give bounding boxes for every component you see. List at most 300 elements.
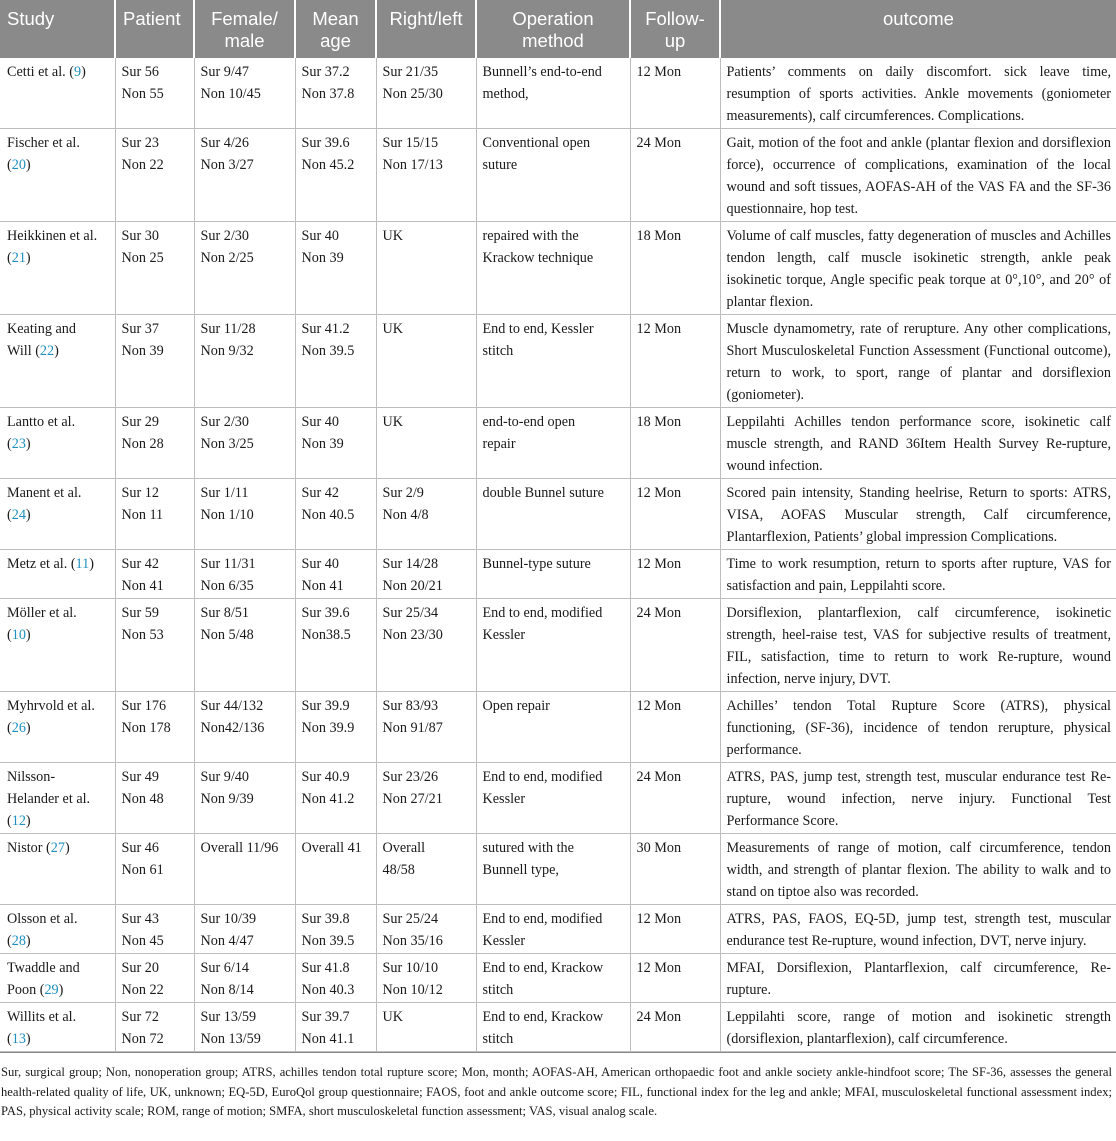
cell-operation-method xyxy=(476,905,630,954)
table-footnote: Sur, surgical group; Non, nonoperation group; ATRS, achilles tendon total rupture score; Mon, month; AOFAS-AH, American orthopaedic foot and ankle society ankle-hindfoot score; The SF-36, assesses the general health-related quality of life, UK, unknown; EQ-5D, EuroQol group questionnaire; FAOS, foot and ankle outcome score; FIL, functional index for the leg and ankle; MFAI, musculoskeletal functional assessment index; PAS, physical activity scale; ROM, range of motion; SMFA, short musculoskeletal function assessment; VAS, visual analog scale. xyxy=(0,1052,1116,1122)
cell-operation-method xyxy=(476,479,630,550)
operation-method-value: Bunnel-type suture xyxy=(482,556,591,572)
right-left-value: Non 20/21 xyxy=(382,578,443,594)
study-line xyxy=(7,247,109,269)
cell-study xyxy=(0,763,115,834)
cell-operation-method xyxy=(476,315,630,408)
cell-outcome: Patients’ comments on daily discomfort. sick leave time, resumption of sports activities. Ankle movements (goniometer measurements), calf circumferences. Complications. xyxy=(720,58,1116,129)
female-male-value: Non 3/27 xyxy=(200,157,254,173)
reference-link[interactable]: 22 xyxy=(39,343,55,359)
female-male-value: Sur 1/11 xyxy=(200,485,249,501)
cell-right-left xyxy=(376,599,476,692)
right-left-value: Overall xyxy=(382,840,426,856)
study-text: ( xyxy=(7,720,12,736)
cell-right-left xyxy=(376,905,476,954)
study-line xyxy=(7,340,109,362)
cell-female-male xyxy=(194,905,295,954)
study-text: Manent et al. xyxy=(7,485,82,501)
study-line xyxy=(7,154,109,176)
cell-outcome: Measurements of range of motion, calf circumference, tendon width, and strength of plantar flexion. The ability to walk and to stand on tiptoe also was recorded. xyxy=(720,834,1116,905)
reference-link[interactable]: 24 xyxy=(11,507,26,523)
female-male-value: Non 10/45 xyxy=(200,86,261,102)
study-text-after: ) xyxy=(54,343,59,359)
operation-method-value: sutured with the xyxy=(482,840,574,856)
study-line xyxy=(7,553,109,575)
mean-age-value: Sur 40.9 xyxy=(301,769,350,785)
operation-method-value: end-to-end open xyxy=(482,414,576,430)
patient-value: Sur 37 xyxy=(121,321,159,337)
mean-age-value: Sur 40 xyxy=(301,556,339,572)
cell-mean-age xyxy=(295,479,376,550)
mean-age-value: Non 40.3 xyxy=(301,982,355,998)
cell-female-male xyxy=(194,550,295,599)
operation-method-value: repair xyxy=(482,436,516,452)
cell-outcome: Scored pain intensity, Standing heelrise, Return to sports: ATRS, VISA, AOFAS Muscular strength, Calf circumference, Plantarflexion, Patients’ global impression Complications. xyxy=(720,479,1116,550)
female-male-value: Non 13/59 xyxy=(200,1031,261,1047)
reference-link[interactable]: 23 xyxy=(11,436,26,452)
cell-follow-up: 18 Mon xyxy=(630,222,720,315)
cell-female-male xyxy=(194,58,295,129)
reference-link[interactable]: 28 xyxy=(11,933,26,949)
cell-patient xyxy=(115,763,194,834)
study-text-after: ) xyxy=(25,507,31,523)
patient-value: Non 22 xyxy=(121,157,164,173)
table-row xyxy=(0,550,1116,599)
study-line xyxy=(7,61,109,83)
female-male-value: Sur 13/59 xyxy=(200,1009,257,1025)
cell-study xyxy=(0,905,115,954)
table-row xyxy=(0,315,1116,408)
cell-outcome: ATRS, PAS, FAOS, EQ-5D, jump test, strength test, muscular endurance test Re-rupture, wound infection, DVT, nerve injury. xyxy=(720,905,1116,954)
header-female-male: Female/ male xyxy=(194,0,295,58)
cell-female-male xyxy=(194,1003,295,1052)
cell-right-left xyxy=(376,550,476,599)
cell-follow-up: 12 Mon xyxy=(630,479,720,550)
cell-right-left xyxy=(376,129,476,222)
cell-mean-age xyxy=(295,954,376,1003)
cell-follow-up: 24 Mon xyxy=(630,1003,720,1052)
cell-patient xyxy=(115,599,194,692)
cell-follow-up: 18 Mon xyxy=(630,408,720,479)
patient-value: Sur 72 xyxy=(121,1009,159,1025)
female-male-value: Sur 4/26 xyxy=(200,135,249,151)
mean-age-value: Non 41.1 xyxy=(301,1031,355,1047)
mean-age-value: Non 40.5 xyxy=(301,507,355,523)
study-text-after: ) xyxy=(25,720,31,736)
right-left-value: Non 23/30 xyxy=(382,627,443,643)
right-left-value: Non 17/13 xyxy=(382,157,443,173)
header-patient: Patient xyxy=(115,0,194,58)
patient-value: Non 55 xyxy=(121,86,164,102)
table-row xyxy=(0,599,1116,692)
cell-mean-age xyxy=(295,905,376,954)
reference-link[interactable]: 11 xyxy=(75,556,90,572)
female-male-value: Sur 8/51 xyxy=(200,605,249,621)
study-text: Heikkinen et al. xyxy=(7,228,98,244)
mean-age-value: Overall 41 xyxy=(301,840,362,856)
study-text: ( xyxy=(7,627,12,643)
cell-female-male xyxy=(194,599,295,692)
female-male-value: Non 6/35 xyxy=(200,578,254,594)
cell-operation-method xyxy=(476,692,630,763)
study-text-after: ) xyxy=(25,157,31,173)
mean-age-value: Sur 39.6 xyxy=(301,605,350,621)
study-line xyxy=(7,695,109,717)
patient-value: Non 25 xyxy=(121,250,164,266)
mean-age-value: Non 39.5 xyxy=(301,933,355,949)
study-text: Cetti et al. ( xyxy=(7,64,74,80)
study-text-after: ) xyxy=(64,840,70,856)
operation-method-value: Kessler xyxy=(482,627,526,643)
female-male-value: Sur 2/30 xyxy=(200,414,249,430)
study-line xyxy=(7,482,109,504)
female-male-value: Non 2/25 xyxy=(200,250,254,266)
right-left-value: Sur 83/93 xyxy=(382,698,439,714)
cell-female-male xyxy=(194,129,295,222)
cell-female-male xyxy=(194,692,295,763)
cell-study xyxy=(0,692,115,763)
study-line xyxy=(7,957,109,979)
cell-study xyxy=(0,954,115,1003)
reference-link[interactable]: 29 xyxy=(44,982,59,998)
cell-study xyxy=(0,315,115,408)
patient-value: Sur 176 xyxy=(121,698,167,714)
patient-value: Sur 12 xyxy=(121,485,159,501)
operation-method-value: Conventional open xyxy=(482,135,591,151)
cell-mean-age xyxy=(295,550,376,599)
header-operation-method: Operation method xyxy=(476,0,630,58)
operation-method-value: Kessler xyxy=(482,791,526,807)
female-male-value: Non42/136 xyxy=(200,720,265,736)
mean-age-value: Non38.5 xyxy=(301,627,351,643)
cell-operation-method xyxy=(476,834,630,905)
cell-operation-method xyxy=(476,1003,630,1052)
mean-age-value: Sur 42 xyxy=(301,485,339,501)
right-left-value: Sur 25/24 xyxy=(382,911,439,927)
patient-value: Non 48 xyxy=(121,791,164,807)
right-left-value: Non 10/12 xyxy=(382,982,443,998)
cell-patient xyxy=(115,408,194,479)
patient-value: Sur 29 xyxy=(121,414,159,430)
study-text-after: ) xyxy=(25,627,31,643)
right-left-value: Sur 21/35 xyxy=(382,64,439,80)
cell-follow-up: 12 Mon xyxy=(630,315,720,408)
cell-patient xyxy=(115,1003,194,1052)
cell-right-left xyxy=(376,834,476,905)
cell-patient xyxy=(115,58,194,129)
cell-outcome: Dorsiflexion, plantarflexion, calf circumference, isokinetic strength, heel-raise test, VAS for subjective results of treatment, FIL, satisfaction, time to return to work Re-rupture, wound infection, nerve injury, DVT. xyxy=(720,599,1116,692)
female-male-value: Non 1/10 xyxy=(200,507,254,523)
cell-female-male xyxy=(194,315,295,408)
cell-mean-age xyxy=(295,599,376,692)
table-row xyxy=(0,692,1116,763)
operation-method-value: End to end, modified xyxy=(482,605,603,621)
cell-study xyxy=(0,599,115,692)
cell-right-left xyxy=(376,692,476,763)
female-male-value: Sur 44/132 xyxy=(200,698,264,714)
right-left-value: Sur 10/10 xyxy=(382,960,439,976)
table-row xyxy=(0,954,1116,1003)
cell-right-left xyxy=(376,1003,476,1052)
study-text: ( xyxy=(7,1031,12,1047)
operation-method-value: End to end, Krackow xyxy=(482,1009,604,1025)
patient-value: Non 61 xyxy=(121,862,164,878)
reference-link[interactable]: 21 xyxy=(11,250,26,266)
reference-link[interactable]: 27 xyxy=(50,840,65,856)
cell-study xyxy=(0,222,115,315)
patient-value: Sur 59 xyxy=(121,605,159,621)
cell-patient xyxy=(115,905,194,954)
cell-patient xyxy=(115,954,194,1003)
study-text-after: ) xyxy=(25,1031,31,1047)
study-line xyxy=(7,318,109,340)
cell-study xyxy=(0,1003,115,1052)
mean-age-value: Non 39 xyxy=(301,250,344,266)
study-line xyxy=(7,132,109,154)
operation-method-value: Krackow technique xyxy=(482,250,594,266)
cell-outcome: Leppilahti Achilles tendon performance score, isokinetic calf muscle strength, and RAND 36Item Health Survey Re-rupture, wound infection. xyxy=(720,408,1116,479)
table-row xyxy=(0,1003,1116,1052)
cell-follow-up: 12 Mon xyxy=(630,58,720,129)
study-text: Lantto et al. xyxy=(7,414,76,430)
cell-operation-method xyxy=(476,954,630,1003)
table-row xyxy=(0,834,1116,905)
operation-method-value: method, xyxy=(482,86,529,102)
right-left-value: Non 25/30 xyxy=(382,86,443,102)
cell-follow-up: 12 Mon xyxy=(630,905,720,954)
mean-age-value: Sur 39.8 xyxy=(301,911,350,927)
right-left-value: UK xyxy=(382,414,403,430)
cell-mean-age xyxy=(295,222,376,315)
mean-age-value: Non 39 xyxy=(301,436,344,452)
female-male-value: Non 9/39 xyxy=(200,791,254,807)
table-row xyxy=(0,479,1116,550)
study-text: Helander et al. xyxy=(7,791,91,807)
cell-operation-method xyxy=(476,58,630,129)
reference-link[interactable]: 20 xyxy=(11,157,26,173)
study-text: ( xyxy=(7,507,12,523)
cell-follow-up: 12 Mon xyxy=(630,550,720,599)
mean-age-value: Non 39.9 xyxy=(301,720,355,736)
header-right-left: Right/left xyxy=(376,0,476,58)
study-line xyxy=(7,1006,109,1028)
right-left-value: Sur 23/26 xyxy=(382,769,439,785)
mean-age-value: Sur 37.2 xyxy=(301,64,350,80)
reference-link[interactable]: 26 xyxy=(11,720,26,736)
study-text: Fischer et al. xyxy=(7,135,80,151)
study-text: ( xyxy=(7,436,12,452)
cell-right-left xyxy=(376,58,476,129)
study-text: Twaddle and xyxy=(7,960,80,976)
operation-method-value: stitch xyxy=(482,343,514,359)
female-male-value: Sur 10/39 xyxy=(200,911,257,927)
operation-method-value: Open repair xyxy=(482,698,550,714)
cell-mean-age xyxy=(295,58,376,129)
right-left-value: Sur 2/9 xyxy=(382,485,424,501)
operation-method-value: Kessler xyxy=(482,933,526,949)
patient-value: Non 28 xyxy=(121,436,164,452)
operation-method-value: stitch xyxy=(482,1031,514,1047)
operation-method-value: repaired with the xyxy=(482,228,579,244)
cell-outcome: Volume of calf muscles, fatty degeneration of muscles and Achilles tendon length, calf muscle isokinetic strength, ankle peak isokinetic torque, Angle specific peak torque at 0°,10°, and 20° of plantar flexion. xyxy=(720,222,1116,315)
cell-patient xyxy=(115,692,194,763)
cell-follow-up: 30 Mon xyxy=(630,834,720,905)
study-line xyxy=(7,504,109,526)
patient-value: Non 22 xyxy=(121,982,164,998)
right-left-value: UK xyxy=(382,1009,403,1025)
study-line xyxy=(7,433,109,455)
cell-right-left xyxy=(376,408,476,479)
cell-operation-method xyxy=(476,550,630,599)
cell-female-male xyxy=(194,408,295,479)
female-male-value: Sur 9/47 xyxy=(200,64,249,80)
study-text: Will ( xyxy=(7,343,40,359)
cell-operation-method xyxy=(476,222,630,315)
cell-follow-up: 12 Mon xyxy=(630,954,720,1003)
study-line xyxy=(7,908,109,930)
study-line xyxy=(7,930,109,952)
operation-method-value: suture xyxy=(482,157,518,173)
right-left-value: Non 35/16 xyxy=(382,933,443,949)
header-follow-up: Follow- up xyxy=(630,0,720,58)
study-text-after: ) xyxy=(25,436,31,452)
cell-outcome: Muscle dynamometry, rate of rerupture. Any other complications, Short Musculoskeletal Function Assessment (Functional outcome), return to work, to sport, range of plantar and dorsiflexion (goniometer). xyxy=(720,315,1116,408)
cell-mean-age xyxy=(295,692,376,763)
reference-link[interactable]: 9 xyxy=(73,64,82,80)
mean-age-value: Non 39.5 xyxy=(301,343,355,359)
operation-method-value: End to end, modified xyxy=(482,911,603,927)
cell-patient xyxy=(115,550,194,599)
mean-age-value: Non 45.2 xyxy=(301,157,355,173)
patient-value: Non 39 xyxy=(121,343,164,359)
patient-value: Sur 42 xyxy=(121,556,159,572)
study-text: Keating and xyxy=(7,321,76,337)
study-text-after: ) xyxy=(58,982,64,998)
table-row xyxy=(0,222,1116,315)
cell-right-left xyxy=(376,222,476,315)
study-text-after: ) xyxy=(25,813,31,829)
cell-outcome: MFAI, Dorsiflexion, Plantarflexion, calf circumference, Re-rupture. xyxy=(720,954,1116,1003)
patient-value: Non 72 xyxy=(121,1031,164,1047)
right-left-value: 48/58 xyxy=(382,862,415,878)
study-line xyxy=(7,810,109,832)
patient-value: Sur 49 xyxy=(121,769,159,785)
study-text: Myhrvold et al. xyxy=(7,698,95,714)
study-line xyxy=(7,624,109,646)
right-left-value: Sur 15/15 xyxy=(382,135,439,151)
cell-follow-up: 12 Mon xyxy=(630,692,720,763)
cell-outcome: ATRS, PAS, jump test, strength test, muscular endurance test Re-rupture, wound infection, nerve injury. Functional Test Performance Score. xyxy=(720,763,1116,834)
study-line xyxy=(7,766,109,788)
header-study: Study xyxy=(0,0,115,58)
reference-link[interactable]: 13 xyxy=(11,1031,26,1047)
cell-follow-up: 24 Mon xyxy=(630,763,720,834)
patient-value: Non 45 xyxy=(121,933,164,949)
reference-link[interactable]: 10 xyxy=(11,627,26,643)
right-left-value: Non 4/8 xyxy=(382,507,429,523)
study-text: Willits et al. xyxy=(7,1009,77,1025)
reference-link[interactable]: 12 xyxy=(11,813,26,829)
patient-value: Sur 30 xyxy=(121,228,159,244)
table-row xyxy=(0,905,1116,954)
cell-mean-age xyxy=(295,834,376,905)
cell-operation-method xyxy=(476,599,630,692)
cell-female-male xyxy=(194,954,295,1003)
cell-female-male xyxy=(194,479,295,550)
cell-operation-method xyxy=(476,408,630,479)
cell-study xyxy=(0,479,115,550)
cell-patient xyxy=(115,222,194,315)
table-row xyxy=(0,763,1116,834)
cell-patient xyxy=(115,315,194,408)
right-left-value: Non 91/87 xyxy=(382,720,443,736)
study-line xyxy=(7,717,109,739)
cell-right-left xyxy=(376,479,476,550)
study-text-after: ) xyxy=(81,64,86,80)
right-left-value: Sur 14/28 xyxy=(382,556,439,572)
female-male-value: Sur 11/31 xyxy=(200,556,256,572)
table-row xyxy=(0,58,1116,129)
header-outcome: outcome xyxy=(720,0,1116,58)
study-line xyxy=(7,1028,109,1050)
mean-age-value: Sur 39.6 xyxy=(301,135,350,151)
patient-value: Sur 56 xyxy=(121,64,159,80)
cell-mean-age xyxy=(295,1003,376,1052)
table-row xyxy=(0,408,1116,479)
cell-patient xyxy=(115,129,194,222)
female-male-value: Non 5/48 xyxy=(200,627,254,643)
mean-age-value: Non 41 xyxy=(301,578,344,594)
cell-right-left xyxy=(376,954,476,1003)
cell-study xyxy=(0,408,115,479)
study-line xyxy=(7,837,109,859)
mean-age-value: Non 37.8 xyxy=(301,86,355,102)
study-text: ( xyxy=(7,157,12,173)
study-line xyxy=(7,979,109,1001)
female-male-value: Sur 9/40 xyxy=(200,769,249,785)
header-mean-age: Mean age xyxy=(295,0,376,58)
mean-age-value: Sur 41.2 xyxy=(301,321,350,337)
cell-mean-age xyxy=(295,315,376,408)
study-text: Möller et al. xyxy=(7,605,77,621)
patient-value: Non 53 xyxy=(121,627,164,643)
cell-right-left xyxy=(376,763,476,834)
cell-mean-age xyxy=(295,408,376,479)
cell-patient xyxy=(115,479,194,550)
mean-age-value: Sur 39.7 xyxy=(301,1009,350,1025)
header-row xyxy=(0,0,1116,58)
patient-value: Sur 43 xyxy=(121,911,159,927)
study-text-after: ) xyxy=(25,933,31,949)
mean-age-value: Sur 40 xyxy=(301,414,339,430)
patient-value: Non 41 xyxy=(121,578,164,594)
operation-method-value: End to end, modified xyxy=(482,769,603,785)
patient-value: Sur 46 xyxy=(121,840,159,856)
study-text-after: ) xyxy=(89,556,94,572)
mean-age-value: Non 41.2 xyxy=(301,791,355,807)
female-male-value: Overall 11/96 xyxy=(200,840,279,856)
cell-outcome: Time to work resumption, return to sports after rupture, VAS for satisfaction and pain, Leppilahti score. xyxy=(720,550,1116,599)
operation-method-value: stitch xyxy=(482,982,514,998)
table-row xyxy=(0,129,1116,222)
right-left-value: Sur 25/34 xyxy=(382,605,439,621)
study-text: ( xyxy=(7,933,12,949)
patient-value: Non 11 xyxy=(121,507,164,523)
cell-right-left xyxy=(376,315,476,408)
operation-method-value: Bunnell type, xyxy=(482,862,559,878)
study-text: Nistor ( xyxy=(7,840,51,856)
cell-study xyxy=(0,129,115,222)
